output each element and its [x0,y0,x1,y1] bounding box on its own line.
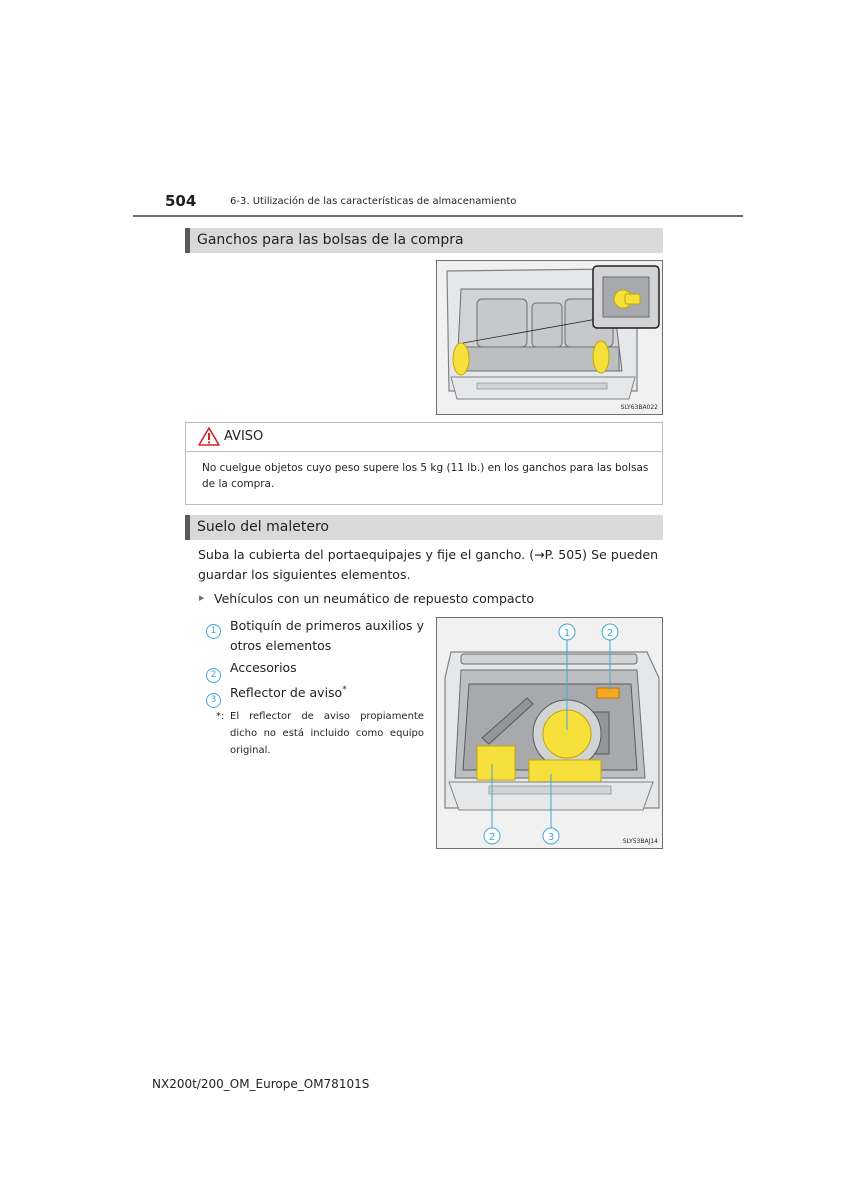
svg-text:2: 2 [488,832,496,843]
item-number-1: 1 [206,618,221,639]
warning-triangle-icon [198,427,220,446]
document-id: NX200t/200_OM_Europe_OM78101S [152,1077,370,1091]
subheading-compact-spare: Vehículos con un neumático de repuesto compacto [214,591,534,606]
svg-text:3: 3 [547,832,555,843]
callout-3 [543,828,559,844]
warning-box [185,422,663,505]
item-label-accessories: Accesorios [230,660,297,675]
footnote-mark: *: [216,711,225,722]
callout-2-top [602,624,618,640]
asterisk-mark: * [342,685,347,695]
section-title-shopping-hooks: Ganchos para las bolsas de la compra [185,228,663,253]
item-number-2: 2 [206,662,221,683]
section-title-trunk-floor: Suelo del maletero [185,515,663,540]
figure-trunk-floor [436,617,663,849]
footnote-text: El reflector de aviso propiamente dicho no está incluido como equipo original. [230,711,424,756]
item-label-warning-reflector: Reflector de aviso* [230,685,347,701]
item-label-first-aid: Botiquín de primeros auxilios y otros elementos [230,618,424,653]
callout-2-bottom [484,828,500,844]
warning-header [186,423,662,452]
item-number-3: 3 [206,687,221,708]
running-header: 6-3. Utilización de las características de almacenamiento [230,196,517,207]
header-rule [133,215,743,217]
trunk-hooks-illustration [437,261,663,415]
warning-text: No cuelgue objetos cuyo peso supere los 5 kg (11 lb.) en los ganchos para las bolsas de la compra. [202,462,649,490]
page-number: 504 [165,192,197,210]
svg-text:1: 1 [563,628,571,639]
callout-1 [559,624,575,640]
bullet-triangle-icon: ▶ [199,594,205,602]
figure-code-2: SLY53BAJ14 [622,838,658,845]
trunk-floor-illustration [437,618,663,849]
figure-shopping-hooks [436,260,663,415]
warning-title: AVISO [224,429,264,444]
svg-text:2: 2 [606,628,614,639]
intro-paragraph: Suba la cubierta del portaequipajes y fije el gancho. (→P. 505) Se pueden guardar los siguientes elementos. [198,547,658,582]
figure-code-1: SLY63BA022 [620,404,658,411]
